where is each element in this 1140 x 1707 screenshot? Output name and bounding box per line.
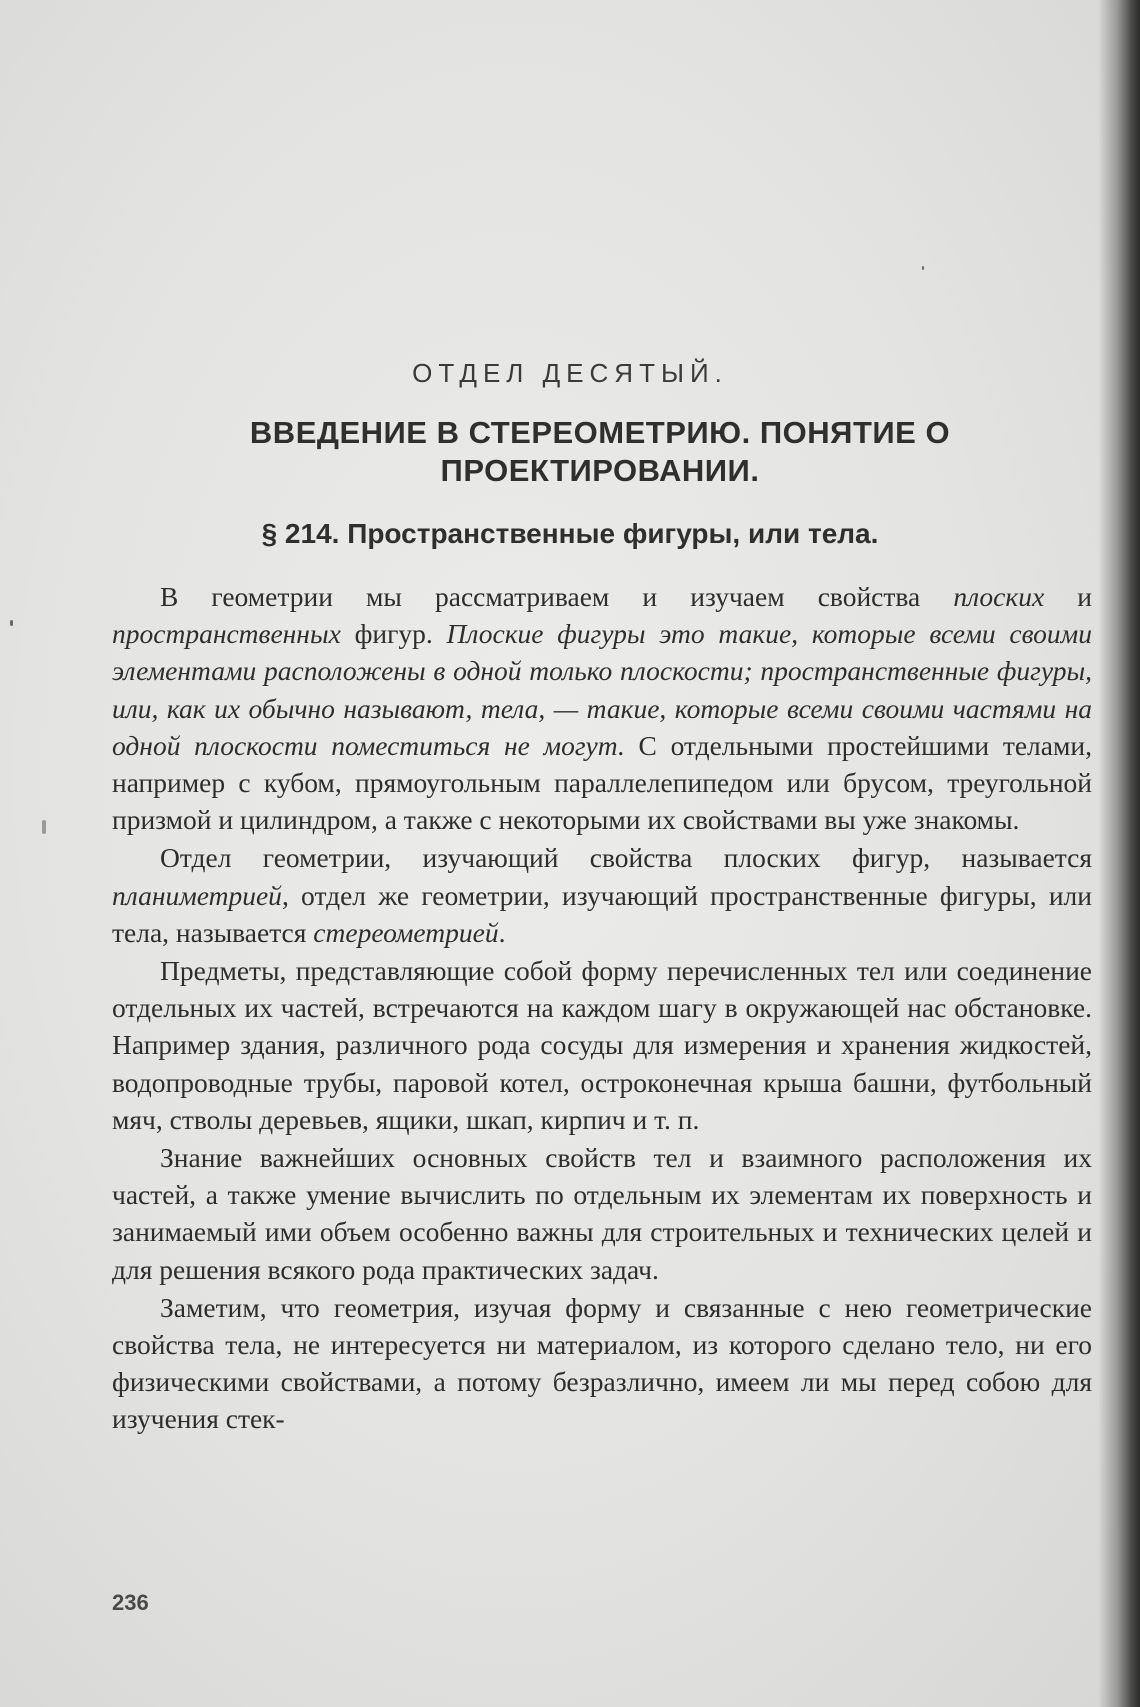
paragraph-5: Заметим, что геометрия, изучая форму и связанные с нею геометрические свойства тела, не интересуется ни материалом, из которого сделано тело, ни его физическими свойствами, а потому безразлично, имеем ли мы перед собою для изучения стек-	[112, 1291, 1092, 1435]
print-speck	[42, 820, 46, 834]
paragraph-1: В геометрии мы рассматриваем и изучаем свойства плоских и пространственных фигур. Плоские фигуры это такие, которые всеми своими элементами расположены в одной только плоскости; пространственные фигуры, или, как их обычно называют, тела, — такие, которые всеми своими частями на одной плоскости поместиться не могут. С отдельными простейшими телами, например с кубом, прямоугольным параллелепипедом или брусом, треугольной призмой и цилиндром, а также с некоторыми их свойствами вы уже знакомы.	[112, 581, 1092, 836]
print-speck	[10, 620, 13, 626]
chapter-title: ВВЕДЕНИЕ В СТЕРЕОМЕТРИЮ. ПОНЯТИЕ О ПРОЕКТИРОВАНИИ.	[249, 415, 951, 488]
paragraph-heading: § 214. Пространственные фигуры, или тела.	[261, 518, 879, 549]
paragraph-4: Знание важнейших основных свойств тел и взаимного расположения их частей, а также умение вычислить по отдельным их элементам их поверхность и занимаемый ими объем особенно важны для строительных и технических целей и для решения всякого рода практических задач.	[112, 1142, 1092, 1285]
book-spine-shadow	[1098, 0, 1140, 1707]
section-label: ОТДЕЛ ДЕСЯТЫЙ.	[412, 358, 728, 388]
body-text	[112, 578, 1092, 1438]
page-number: 236	[112, 1590, 149, 1615]
print-speck	[922, 266, 924, 270]
paragraph-2: Отдел геометрии, изучающий свойства плоских фигур, называется планиметрией, отдел же геометрии, изучающий пространственные фигуры, или тела, называется стереометрией.	[112, 842, 1092, 948]
paragraph-3: Предметы, представляющие собой форму перечисленных тел или соединение отдельных их частей, встречаются на каждом шагу в окружающей нас обстановке. Например здания, различного рода сосуды для измерения и хранения жидкостей, водопроводные трубы, паровой котел, остроконечная крыша башни, футбольный мяч, стволы деревьев, ящики, шкап, кирпич и т. п.	[112, 955, 1092, 1135]
